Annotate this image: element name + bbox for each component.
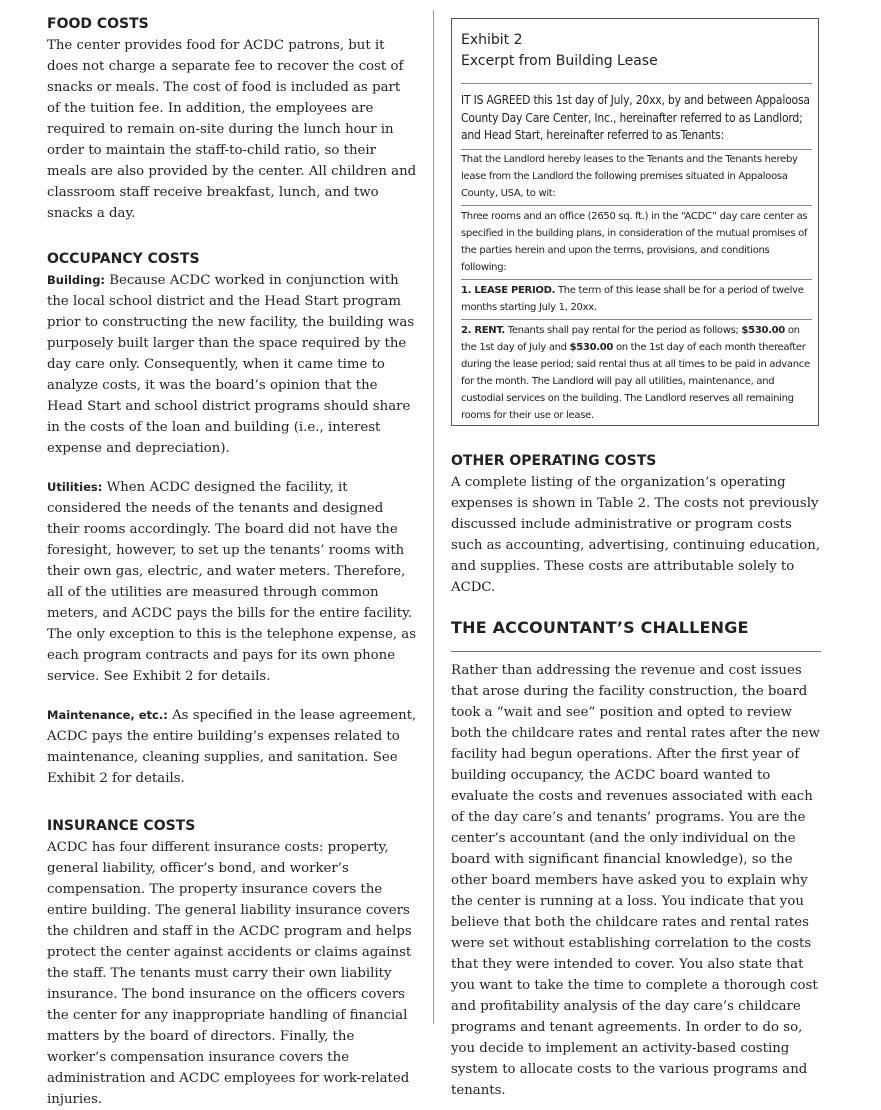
lease-premises: That the Landlord hereby leases to the Tenants and the Tenants hereby lease from the Landlord the following premises situated in Appaloosa County, USA, to wit: <box>461 153 798 199</box>
exhibit-2-box <box>451 18 819 426</box>
challenge-paragraph: Rather than addressing the revenue and cost issues that arose during the facility construction, the board took a “wait and see” position and opted to review both the childcare rates and rental rates after the new facility had begun operations. After the first year of building occupancy, the ACDC board wanted to evaluate the costs and revenues associated with each of the day care’s and tenants’ programs. You are the center’s accountant (and the only individual on the board with significant financial knowledge), so the other board members have asked you to explain why the center is running at a loss. You indicate that you believe that both the childcare rates and rental rates were set without establishing correlation to the costs that they were intended to cover. You also state that you want to take the time to complete a thorough cost and profitability analysis of the day care’s childcare programs and tenant agreements. In order to do so, you decide to implement an activity-based costing system to allocate costs to the various programs and tenants. <box>451 663 820 1098</box>
insurance-paragraph: ACDC has four different insurance costs: property, general liability, officer’s bond, and worker’s compensation. The property insurance covers the entire building. The general liability insurance covers the children and staff in the ACDC program and helps protect the center against accidents or claims against the staff. The tenants must carry their own liability insurance. The bond insurance on the officers covers the center for any inappropriate handling of financial matters by the board of directors. Finally, the worker’s compensation insurance covers the administration and ACDC employees for work-related injuries. <box>47 840 412 1107</box>
exhibit-rule <box>461 205 812 206</box>
food-costs-paragraph: The center provides food for ACDC patrons, but it does not charge a separate fee to recover the cost of snacks or meals. The cost of food is included as part of the tuition fee. In addition, the employees are required to remain on-site during the lunch hour in order to maintain the staff-to-child ratio, so their meals are also provided by the center. All children and classroom staff receive breakfast, lunch, and two snacks a day. <box>47 38 417 221</box>
exhibit-rule <box>461 149 812 150</box>
accountants-challenge-title: THE ACCOUNTANT’S CHALLENGE <box>451 618 749 637</box>
lease-period <box>461 282 812 316</box>
utilities-text: When ACDC designed the facility, it considered the needs of the tenants and designed their rooms accordingly. The board did not have the foresight, however, to set up the tenants’ rooms with their own gas, electric, and water meters. Therefore, all of the utilities are measured through common meters, and ACDC pays the bills for the entire facility. The only exception to this is the telephone expense, as each program contracts and pays for its own phone service. See Exhibit 2 for details. <box>47 480 417 684</box>
section-rule <box>451 651 821 652</box>
building-text: Because ACDC worked in conjunction with the local school district and the Head Start program prior to constructing the new facility, the building was purposely built larger than the space required by the day care only. Consequently, when it came time to analyze costs, it was the board’s opinion that the Head Start and school district programs should share in the costs of the loan and building (i.e., interest expense and depreciation). <box>47 273 415 456</box>
exhibit-rule <box>461 83 812 84</box>
building-lead: Building: <box>47 273 106 287</box>
utilities-lead: Utilities: <box>47 480 103 494</box>
lease-rent-text-a: Tenants shall pay rental for the period as follows; <box>504 324 742 336</box>
lease-period-label: 1. LEASE PERIOD. <box>461 284 556 296</box>
other-operating-paragraph: A complete listing of the organization’s operating expenses is shown in Table 2. The costs not previously discussed include administrative or program costs such as accounting, advertising, continuing education, and supplies. These costs are attributable solely to ACDC. <box>451 475 821 595</box>
lease-rent-text-b: on the 1st day of July and <box>461 324 800 353</box>
maintenance-paragraph <box>47 705 417 789</box>
column-divider <box>433 10 434 1024</box>
lease-intro: IT IS AGREED this 1st day of July, 20xx, by and between Appaloosa County Day Care Center, Inc., hereinafter referred to as Landlord; and Head Start, hereinafter referred to as Tenants: <box>461 93 810 142</box>
maintenance-text: As specified in the lease agreement, ACDC pays the entire building’s expenses related to maintenance, cleaning supplies, and sanitation. See Exhibit 2 for details. <box>47 708 417 786</box>
other-operating-costs-heading: OTHER OPERATING COSTS <box>451 453 657 469</box>
utilities-paragraph <box>47 477 417 687</box>
lease-rent-text-c: on the 1st day of each month thereafter during the lease period; said rental thus at all times to be paid in advance for the month. The Landlord will pay all utilities, maintenance, and custodial services on the building. The Landlord reserves all remaining rooms for their use or lease. <box>461 341 810 421</box>
maintenance-lead: Maintenance, etc.: <box>47 708 168 722</box>
lease-period-text: The term of this lease shall be for a period of twelve months starting July 1, 20xx. <box>461 284 804 313</box>
right-column <box>451 452 821 1101</box>
lease-rooms: Three rooms and an office (2650 sq. ft.) in the “ACDC” day care center as specified in the building plans, in consideration of the mutual promises of the parties herein and upon the terms, provisions, and conditions following: <box>461 210 808 273</box>
lease-rent-label: 2. RENT. <box>461 324 505 336</box>
exhibit-title: Exhibit 2 <box>461 32 523 48</box>
left-column <box>47 0 417 1110</box>
food-costs-heading: FOOD COSTS <box>47 16 149 32</box>
exhibit-subtitle: Excerpt from Building Lease <box>461 53 658 69</box>
occupancy-costs-heading: OCCUPANCY COSTS <box>47 251 200 267</box>
rent-amount-monthly: $530.00 <box>569 341 614 353</box>
lease-rent <box>461 322 812 424</box>
exhibit-rule <box>461 319 812 320</box>
building-paragraph <box>47 270 417 459</box>
insurance-costs-heading: INSURANCE COSTS <box>47 818 196 834</box>
rent-amount-first: $530.00 <box>741 324 785 336</box>
exhibit-rule <box>461 279 812 280</box>
